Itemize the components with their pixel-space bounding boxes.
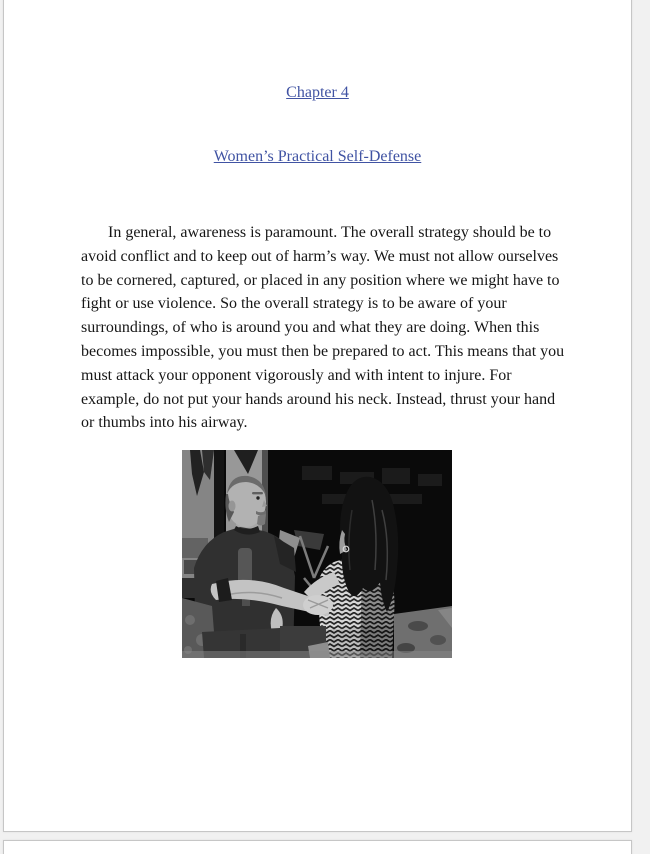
document-page — [3, 0, 632, 832]
chapter-heading — [4, 83, 631, 102]
chapter-heading-link[interactable]: Chapter 4 — [286, 84, 349, 101]
chapter-title — [4, 147, 631, 166]
self-defense-photo-illustration — [182, 450, 452, 658]
next-page-preview — [3, 840, 632, 854]
body-paragraph: In general, awareness is paramount. The overall strategy should be to avoid conflict and to keep out of harm’s way. We must not allow ourselves to be cornered, captured, or placed in any position where we might have to fight or use violence. So the overall strategy is to be aware of your surroundings, of who is around you and what they are doing. When this becomes impossible, you must then be prepared to act. This means that you must attack your opponent vigorously and with intent to injure. For example, do not put your hands around his neck. Instead, thrust your hand or thumbs into his airway. — [81, 224, 565, 432]
chapter-title-link[interactable]: Women’s Practical Self-Defense — [213, 148, 422, 165]
self-defense-photo — [182, 450, 452, 658]
